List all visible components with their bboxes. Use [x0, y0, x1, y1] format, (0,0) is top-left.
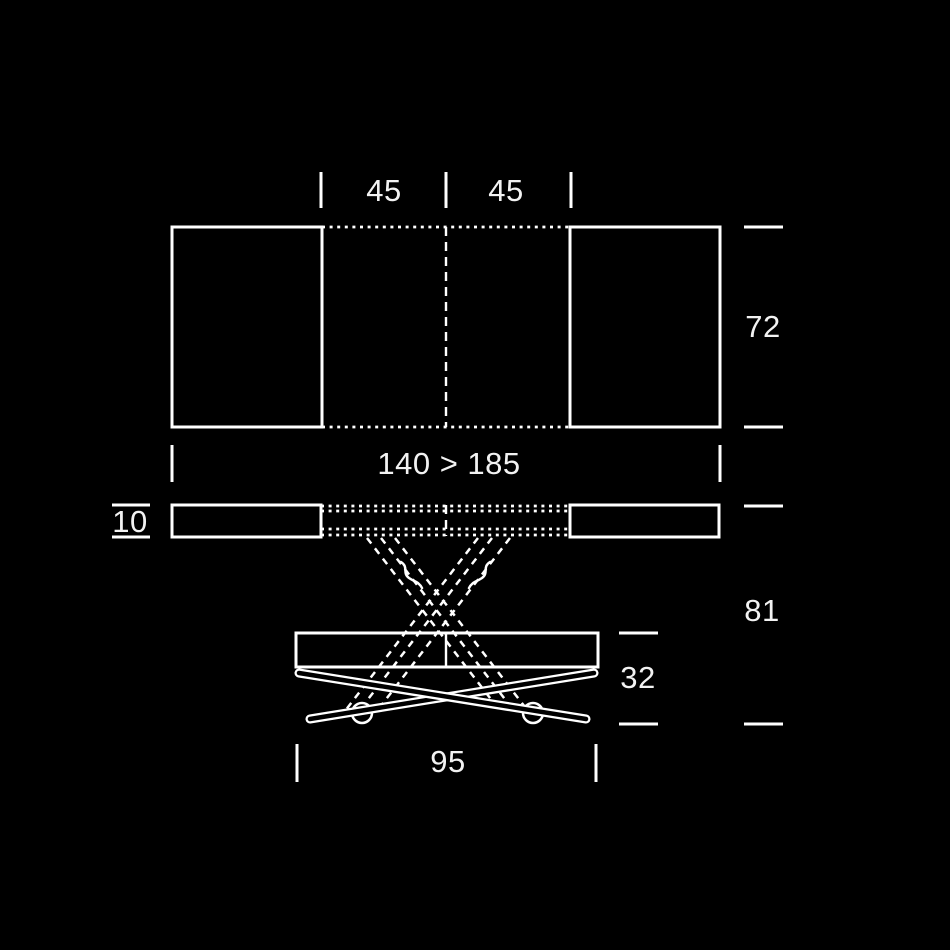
leg-latch-detail-right [469, 562, 490, 588]
dimension-base-width [297, 744, 596, 782]
label-width-range: 140 > 185 [377, 446, 521, 481]
leg-latch-detail-left [401, 562, 422, 588]
label-depth: 72 [745, 309, 781, 344]
dimension-depth [744, 227, 783, 427]
label-base-width: 95 [430, 744, 466, 779]
label-extension-left: 45 [366, 173, 402, 208]
top-view [172, 227, 720, 427]
dimension-max-height [744, 506, 783, 724]
label-extension-right: 45 [488, 173, 524, 208]
label-max-height: 81 [744, 593, 780, 628]
side-left-top-panel [172, 505, 321, 537]
side-view-tabletop [112, 504, 719, 539]
dimension-width-range [172, 445, 720, 482]
side-view-lowered-top [296, 633, 598, 667]
label-min-height: 32 [620, 660, 656, 695]
scissor-legs-folded-solid [299, 673, 594, 719]
side-right-top-panel [570, 505, 719, 537]
dimension-min-height [619, 633, 658, 724]
label-top-thickness: 10 [112, 504, 148, 539]
dimension-extensions [321, 172, 571, 208]
plan-right-panel [570, 227, 720, 427]
plan-left-panel [172, 227, 322, 427]
